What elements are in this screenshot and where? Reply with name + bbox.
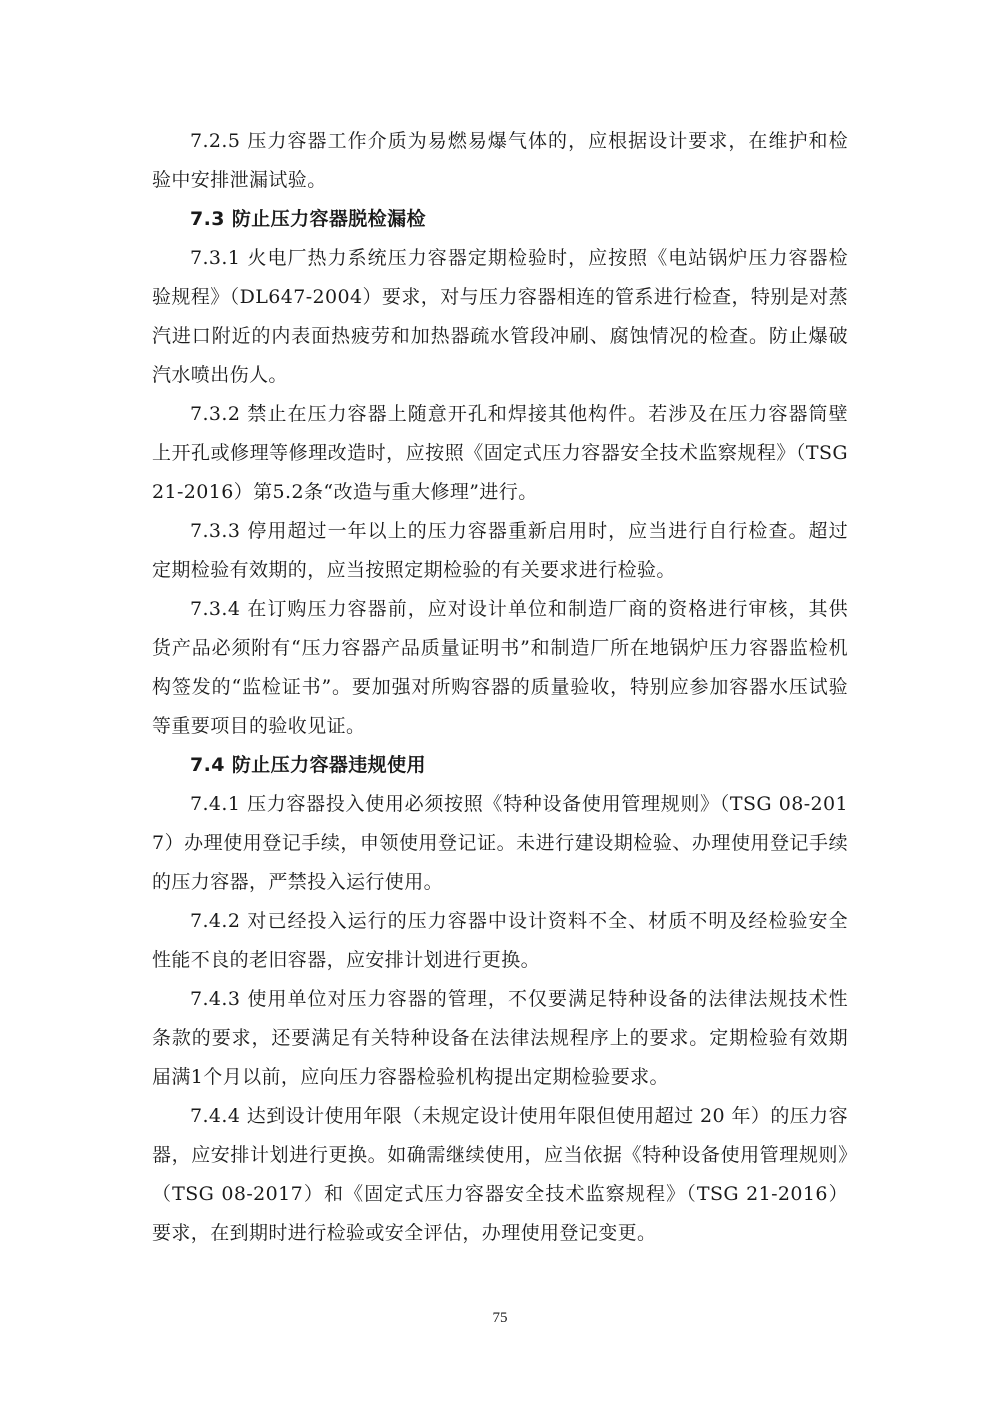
- paragraph-7-2-5: 7.2.5 压力容器工作介质为易燃易爆气体的，应根据设计要求，在维护和检验中安排泄漏试验。: [152, 130, 848, 191]
- paragraph-7-3-4: 7.3.4 在订购压力容器前，应对设计单位和制造厂商的资格进行审核，其供货产品必须附有“压力容器产品质量证明书”和制造厂所在地锅炉压力容器监检机构签发的“监检证书”。要加强对所购容器的质量验收，特别应参加容器水压试验等重要项目的验收见证。: [152, 598, 848, 737]
- paragraph-7-3-3: 7.3.3 停用超过一年以上的压力容器重新启用时，应当进行自行检查。超过定期检验有效期的，应当按照定期检验的有关要求进行检验。: [152, 520, 848, 581]
- paragraph-7-3-2: 7.3.2 禁止在压力容器上随意开孔和焊接其他构件。若涉及在压力容器筒壁上开孔或修理等修理改造时，应按照《固定式压力容器安全技术监察规程》（TSG 21-2016）第5.2条“改造与重大修理”进行。: [152, 403, 848, 503]
- paragraph-7-3-1: 7.3.1 火电厂热力系统压力容器定期检验时，应按照《电站锅炉压力容器检验规程》（DL647-2004）要求，对与压力容器相连的管系进行检查，特别是对蒸汽进口附近的内表面热疲劳和加热器疏水管段冲刷、腐蚀情况的检查。防止爆破汽水喷出伤人。: [152, 247, 848, 386]
- section-heading-7-3: 7.3 防止压力容器脱检漏检: [190, 208, 426, 230]
- paragraph-7-4-4: 7.4.4 达到设计使用年限（未规定设计使用年限但使用超过 20 年）的压力容器，应安排计划进行更换。如确需继续使用，应当依据《特种设备使用管理规则》（TSG 08-2017）和《固定式压力容器安全技术监察规程》（TSG 21-2016）要求，在到期时进行检验或安全评估，办理使用登记变更。: [152, 1105, 848, 1244]
- document-page: [152, 122, 848, 1253]
- section-heading-7-4: 7.4 防止压力容器违规使用: [190, 754, 426, 776]
- paragraph-7-4-3: 7.4.3 使用单位对压力容器的管理，不仅要满足特种设备的法律法规技术性条款的要求，还要满足有关特种设备在法律法规程序上的要求。定期检验有效期届满1个月以前，应向压力容器检验机构提出定期检验要求。: [152, 988, 848, 1088]
- page-number: 75: [492, 1310, 508, 1326]
- paragraph-7-4-1: 7.4.1 压力容器投入使用必须按照《特种设备使用管理规则》（TSG 08-2017）办理使用登记手续，申领使用登记证。未进行建设期检验、办理使用登记手续的压力容器，严禁投入运行使用。: [152, 793, 848, 893]
- paragraph-7-4-2: 7.4.2 对已经投入运行的压力容器中设计资料不全、材质不明及经检验安全性能不良的老旧容器，应安排计划进行更换。: [152, 910, 848, 971]
